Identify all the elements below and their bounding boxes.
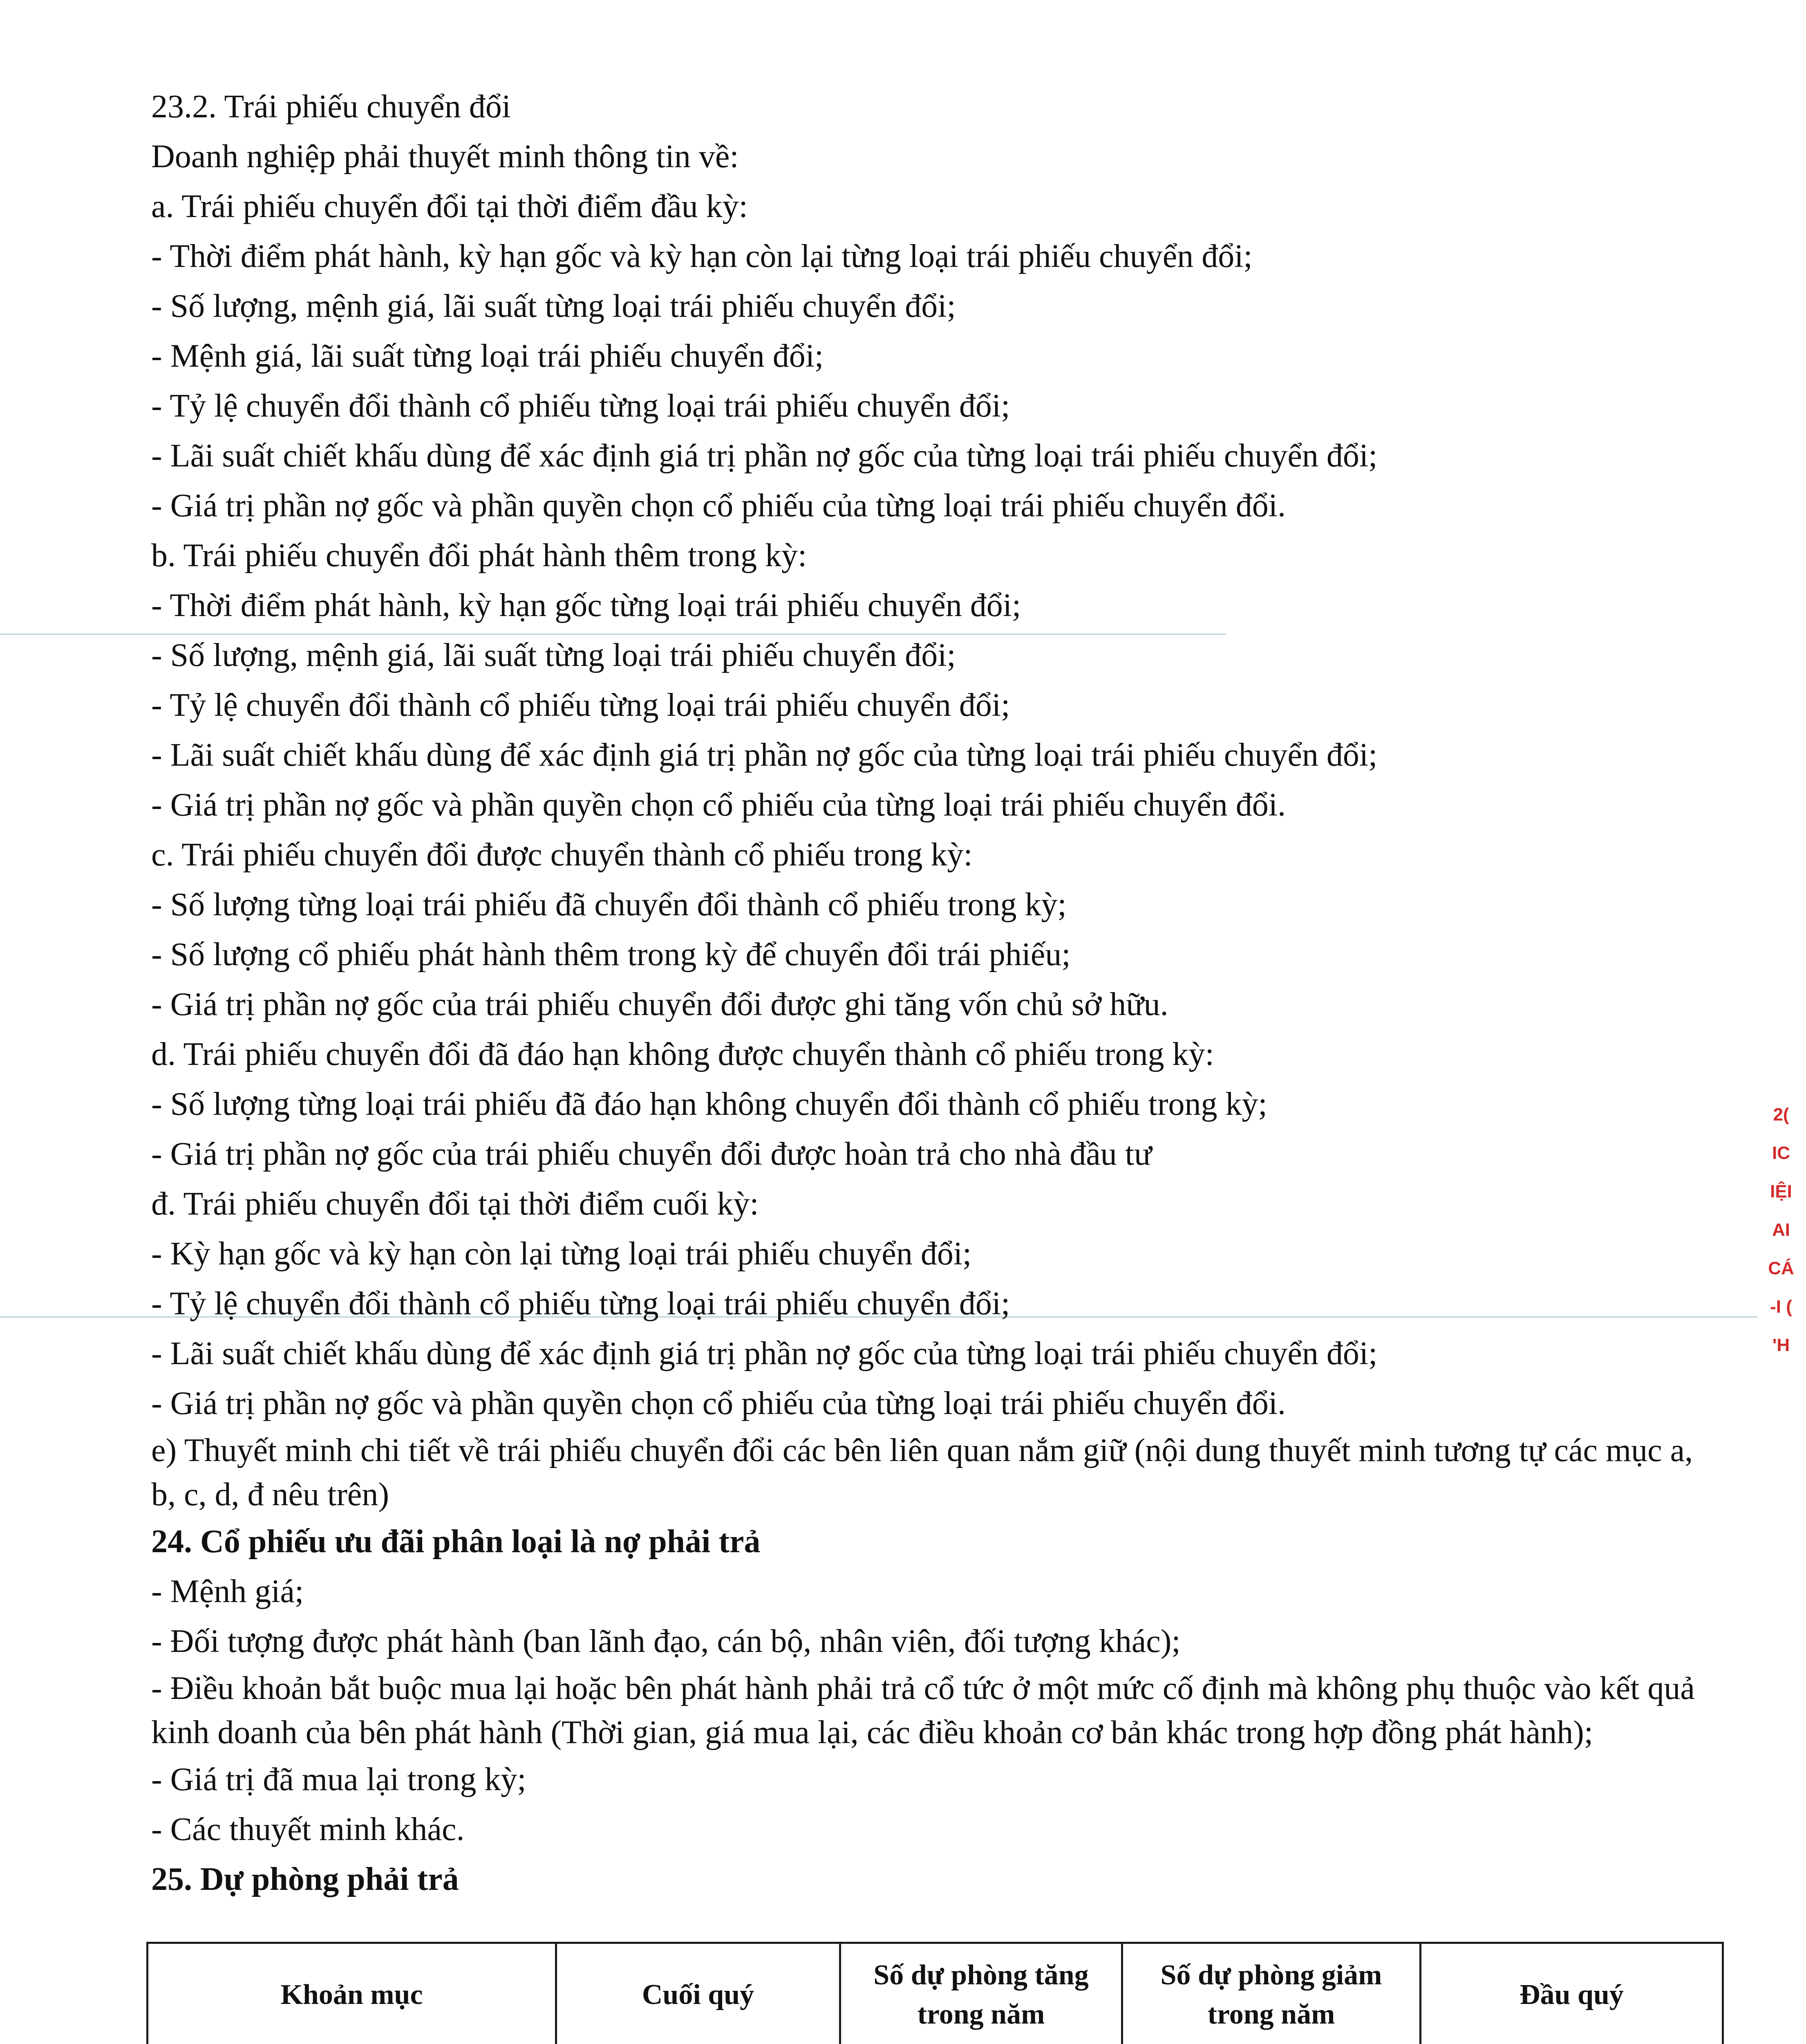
- document-text: [151, 82, 1716, 1904]
- column-header: Khoản mục: [148, 1943, 556, 2044]
- list-item: - Mệnh giá;: [151, 1573, 304, 1609]
- section-24-title: 24. Cổ phiếu ưu đãi phân loại là nợ phải trả: [151, 1524, 761, 1560]
- stamp-text: AI: [1772, 1220, 1790, 1240]
- subsection-dd-heading: đ. Trái phiếu chuyển đổi tại thời điểm cuối kỳ:: [151, 1186, 759, 1222]
- stamp-fragment: [1765, 1096, 1797, 1365]
- list-item: - Các thuyết minh khác.: [151, 1811, 465, 1847]
- list-item: - Số lượng cổ phiếu phát hành thêm trong kỳ để chuyển đổi trái phiếu;: [151, 937, 1071, 973]
- subsection-a-heading: a. Trái phiếu chuyển đổi tại thời điểm đầu kỳ:: [151, 188, 748, 224]
- list-item: - Thời điểm phát hành, kỳ hạn gốc từng loại trái phiếu chuyển đổi;: [151, 587, 1021, 623]
- list-item: - Số lượng từng loại trái phiếu đã chuyển đổi thành cổ phiếu trong kỳ;: [151, 887, 1067, 923]
- stamp-text: -I (: [1770, 1297, 1792, 1317]
- list-item: - Giá trị phần nợ gốc của trái phiếu chuyển đổi được ghi tăng vốn chủ sở hữu.: [151, 986, 1168, 1022]
- list-item: - Tỷ lệ chuyển đổi thành cổ phiếu từng loại trái phiếu chuyển đổi;: [151, 388, 1010, 424]
- table-header-row: [148, 1943, 1723, 2044]
- stamp-text: IC: [1772, 1143, 1790, 1163]
- list-item: - Lãi suất chiết khấu dùng để xác định giá trị phần nợ gốc của từng loại trái phiếu chuyển đổi;: [151, 1336, 1378, 1372]
- list-item: - Giá trị đã mua lại trong kỳ;: [151, 1762, 526, 1797]
- subsection-e-text: e) Thuyết minh chi tiết về trái phiếu chuyển đổi các bên liên quan nắm giữ (nội dung thuyết minh tương tự các mục a, b, c, d, đ nêu trên): [151, 1432, 1693, 1513]
- list-item: - Giá trị phần nợ gốc của trái phiếu chuyển đổi được hoàn trả cho nhà đầu tư: [151, 1136, 1152, 1172]
- list-item: - Kỳ hạn gốc và kỳ hạn còn lại từng loại trái phiếu chuyển đổi;: [151, 1236, 972, 1272]
- list-item: - Giá trị phần nợ gốc và phần quyền chọn cổ phiếu của từng loại trái phiếu chuyển đổi.: [151, 488, 1286, 524]
- column-header: Số dự phòng giảm trong năm: [1122, 1943, 1421, 2044]
- list-item: - Số lượng, mệnh giá, lãi suất từng loại trái phiếu chuyển đổi;: [151, 288, 956, 324]
- provisions-table: [146, 1942, 1724, 2044]
- column-header: Cuối quý: [556, 1943, 840, 2044]
- list-item: - Tỷ lệ chuyển đổi thành cổ phiếu từng loại trái phiếu chuyển đổi;: [151, 1286, 1010, 1322]
- section-23-2-intro: Doanh nghiệp phải thuyết minh thông tin về:: [151, 139, 739, 175]
- list-item: - Số lượng từng loại trái phiếu đã đáo hạn không chuyển đổi thành cổ phiếu trong kỳ;: [151, 1086, 1267, 1122]
- section-25-title: 25. Dự phòng phải trả: [151, 1861, 459, 1897]
- list-item: - Tỷ lệ chuyển đổi thành cổ phiếu từng loại trái phiếu chuyển đổi;: [151, 687, 1010, 723]
- column-header: Số dự phòng tăng trong năm: [840, 1943, 1122, 2044]
- list-item: - Giá trị phần nợ gốc và phần quyền chọn cổ phiếu của từng loại trái phiếu chuyển đổi.: [151, 787, 1286, 823]
- subsection-c-heading: c. Trái phiếu chuyển đổi được chuyển thành cổ phiếu trong kỳ:: [151, 837, 973, 873]
- list-item: - Giá trị phần nợ gốc và phần quyền chọn cổ phiếu của từng loại trái phiếu chuyển đổi.: [151, 1385, 1286, 1421]
- list-item: - Thời điểm phát hành, kỳ hạn gốc và kỳ hạn còn lại từng loại trái phiếu chuyển đổi;: [151, 238, 1253, 274]
- stamp-text: 2(: [1773, 1105, 1789, 1125]
- section-23-2-title: 23.2. Trái phiếu chuyển đổi: [151, 89, 511, 125]
- stamp-text: 'H: [1772, 1335, 1790, 1355]
- subsection-b-heading: b. Trái phiếu chuyển đổi phát hành thêm trong kỳ:: [151, 538, 807, 574]
- list-item: - Điều khoản bắt buộc mua lại hoặc bên phát hành phải trả cổ tức ở một mức cố định mà không phụ thuộc vào kết quả kinh doanh của bên phát hành (Thời gian, giá mua lại, các điều khoản cơ bản khác trong hợp đồng phát hành);: [151, 1670, 1695, 1750]
- stamp-text: IỆI: [1770, 1181, 1792, 1201]
- stamp-text: CÁ: [1768, 1258, 1794, 1278]
- column-header: Đầu quý: [1421, 1943, 1723, 2044]
- list-item: - Số lượng, mệnh giá, lãi suất từng loại trái phiếu chuyển đổi;: [151, 637, 956, 673]
- list-item: - Mệnh giá, lãi suất từng loại trái phiếu chuyển đổi;: [151, 338, 824, 374]
- list-item: - Lãi suất chiết khấu dùng để xác định giá trị phần nợ gốc của từng loại trái phiếu chuyển đổi;: [151, 438, 1378, 474]
- list-item: - Đối tượng được phát hành (ban lãnh đạo, cán bộ, nhân viên, đối tượng khác);: [151, 1623, 1181, 1659]
- list-item: - Lãi suất chiết khấu dùng để xác định giá trị phần nợ gốc của từng loại trái phiếu chuyển đổi;: [151, 737, 1378, 773]
- subsection-d-heading: d. Trái phiếu chuyển đổi đã đáo hạn không được chuyển thành cổ phiếu trong kỳ:: [151, 1036, 1214, 1072]
